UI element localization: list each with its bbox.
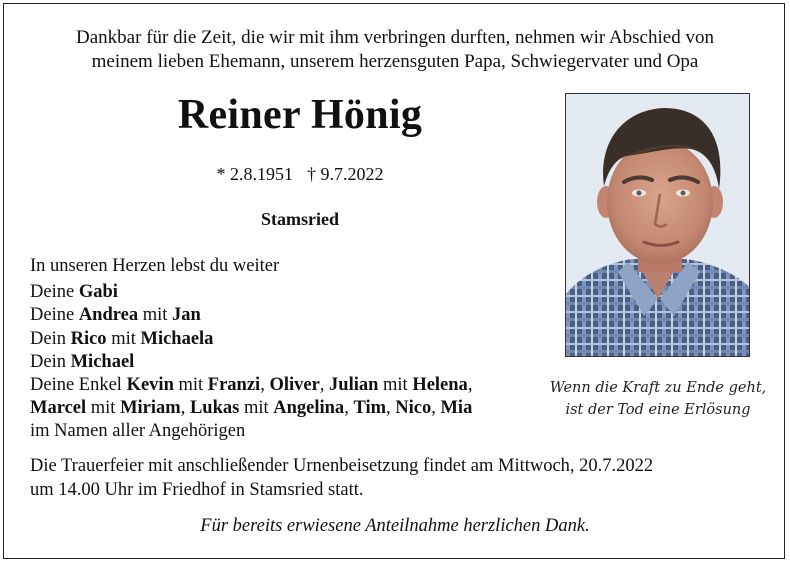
portrait-image <box>566 94 750 357</box>
quote-line-2: ist der Tod eine Erlösung <box>565 402 751 418</box>
quote-line-1: Wenn die Kraft zu Ende geht, <box>549 380 767 396</box>
family-line-son-2: Dein Michael <box>30 351 135 372</box>
family-line-spouse: Deine Gabi <box>30 282 118 303</box>
family-list <box>30 255 530 444</box>
funeral-service-info <box>30 454 770 502</box>
family-line-daughter: Deine Andrea mit Jan <box>30 305 201 326</box>
service-line-2: um 14.00 Uhr im Friedhof in Stamsried statt. <box>30 480 364 500</box>
family-line-grandchildren-1: Deine Enkel Kevin mit Franzi, Oliver, Julian mit Helena, <box>30 375 473 396</box>
family-line-grandchildren-2: Marcel mit Miriam, Lukas mit Angelina, Tim, Nico, Mia <box>30 398 473 419</box>
death-date: † 9.7.2022 <box>307 164 384 184</box>
portrait-photo <box>565 93 750 357</box>
family-closing: im Namen aller Angehörigen <box>30 421 246 442</box>
hometown: Stamsried <box>261 209 339 229</box>
memorial-quote <box>548 377 768 421</box>
family-line-son-1: Dein Rico mit Michaela <box>30 328 214 349</box>
deceased-name: Reiner Hönig <box>177 92 423 138</box>
birth-date: * 2.8.1951 <box>216 164 293 184</box>
intro-text <box>20 26 770 74</box>
family-motto: In unseren Herzen lebst du weiter <box>30 256 280 276</box>
intro-line-1: Dankbar für die Zeit, die wir mit ihm verbringen durften, nehmen wir Abschied von <box>76 27 714 48</box>
life-dates <box>60 162 540 186</box>
thanks-note: Für bereits erwiesene Anteilnahme herzlichen Dank. <box>200 516 590 536</box>
service-line-1: Die Trauerfeier mit anschließender Urnenbeisetzung findet am Mittwoch, 20.7.2022 <box>30 456 654 476</box>
intro-line-2: meinem lieben Ehemann, unserem herzensguten Papa, Schwiegervater und Opa <box>91 51 699 72</box>
